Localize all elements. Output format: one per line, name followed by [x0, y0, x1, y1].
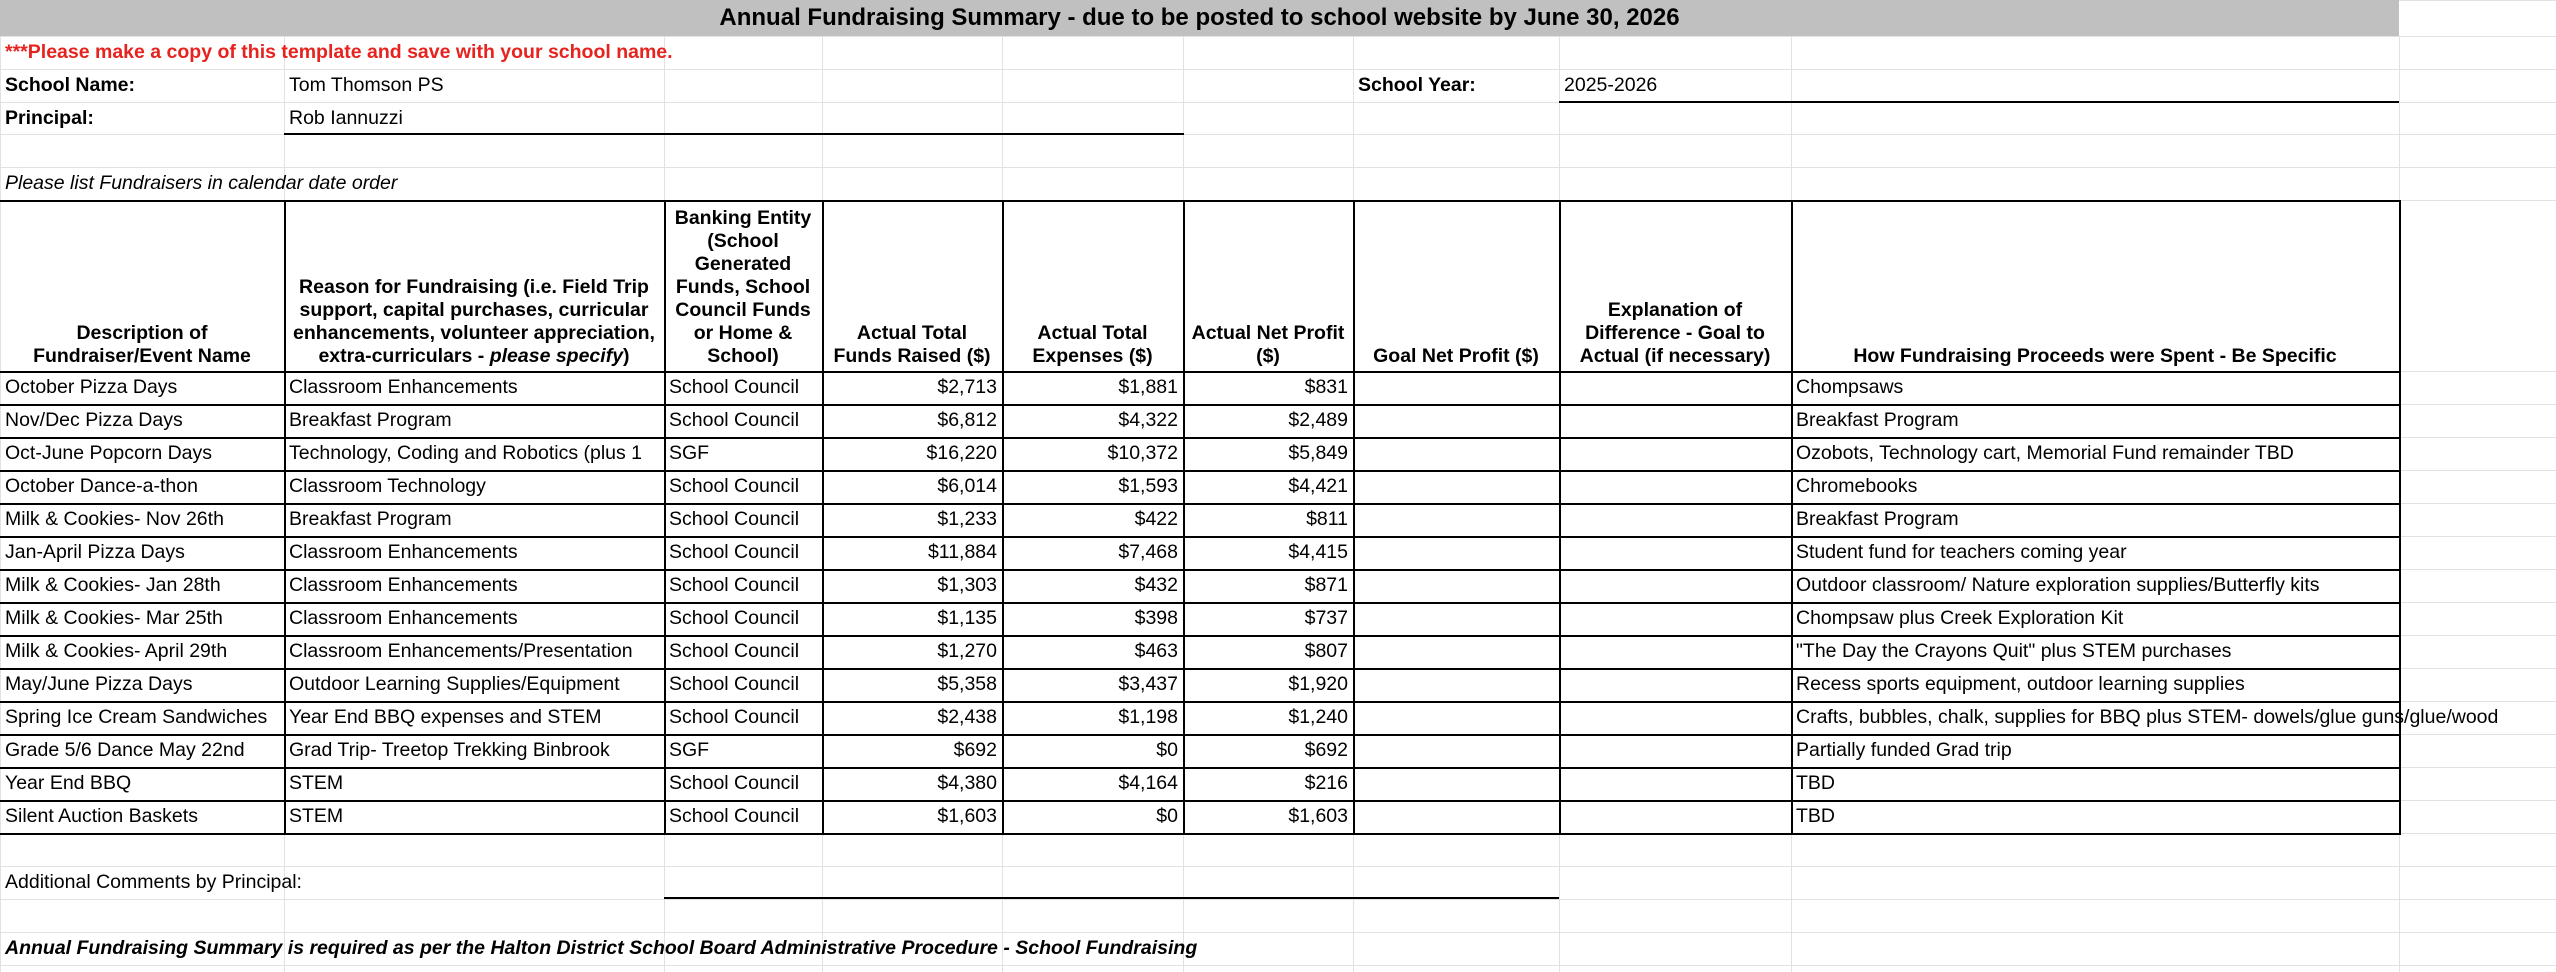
school-year-label: School Year:: [1358, 74, 1476, 96]
cell-net[interactable]: $5,849: [1288, 442, 1348, 464]
cell-raised[interactable]: $1,603: [937, 805, 997, 827]
cell-expenses[interactable]: $1,881: [1118, 376, 1178, 398]
header-description-text: Description of Fundraiser/Event Name: [33, 322, 251, 367]
cell-net[interactable]: $871: [1304, 574, 1348, 596]
cell-spent[interactable]: Breakfast Program: [1796, 409, 1959, 431]
cell-spent[interactable]: "The Day the Crayons Quit" plus STEM purchases: [1796, 640, 2232, 662]
grid-row-line: [0, 965, 2556, 966]
cell-raised[interactable]: $2,713: [937, 376, 997, 398]
cell-reason[interactable]: Classroom Enhancements: [289, 541, 518, 563]
cell-raised[interactable]: $1,233: [937, 508, 997, 530]
header-spent-text: How Fundraising Proceeds were Spent - Be Specific: [1853, 345, 2337, 367]
field-underline: [664, 897, 1559, 899]
cell-description[interactable]: Oct-June Popcorn Days: [5, 442, 213, 464]
cell-spent[interactable]: Crafts, bubbles, chalk, supplies for BBQ plus STEM- dowels/glue guns/glue/wood: [1796, 706, 2499, 728]
cell-net[interactable]: $4,415: [1288, 541, 1348, 563]
cell-description[interactable]: Grade 5/6 Dance May 22nd: [5, 739, 245, 761]
cell-expenses[interactable]: $7,468: [1118, 541, 1178, 563]
cell-reason[interactable]: STEM: [289, 805, 344, 827]
cell-raised[interactable]: $1,270: [937, 640, 997, 662]
cell-expenses[interactable]: $1,198: [1118, 706, 1178, 728]
cell-description[interactable]: Silent Auction Baskets: [5, 805, 198, 827]
cell-raised[interactable]: $6,014: [937, 475, 997, 497]
cell-banking[interactable]: SGF: [669, 442, 710, 464]
cell-spent[interactable]: Outdoor classroom/ Nature exploration supplies/Butterfly kits: [1796, 574, 2320, 596]
cell-banking[interactable]: School Council: [669, 640, 800, 662]
cell-spent[interactable]: Chompsaw plus Creek Exploration Kit: [1796, 607, 2124, 629]
header-net-text: Actual Net Profit ($): [1191, 322, 1345, 367]
cell-raised[interactable]: $2,438: [937, 706, 997, 728]
header-explanation-text: Explanation of Difference - Goal to Actual (if necessary): [1579, 299, 1771, 367]
cell-spent[interactable]: Recess sports equipment, outdoor learning supplies: [1796, 673, 2245, 695]
cell-description[interactable]: Milk & Cookies- Mar 25th: [5, 607, 223, 629]
cell-banking[interactable]: School Council: [669, 706, 800, 728]
cell-banking[interactable]: School Council: [669, 475, 800, 497]
grid-row-line: [0, 899, 2556, 900]
header-spent: [1791, 200, 2399, 371]
cell-net[interactable]: $2,489: [1288, 409, 1348, 431]
header-reason-main: Reason for Fundraising (i.e. Field Trip support, capital purchases, curricular enhancements, volunteer appreciation, extra-curriculars -: [293, 276, 655, 367]
cell-net[interactable]: $1,603: [1288, 805, 1348, 827]
cell-expenses[interactable]: $1,593: [1118, 475, 1178, 497]
table-border: [0, 833, 2399, 835]
header-goal: [1353, 200, 1559, 371]
cell-reason[interactable]: Grad Trip- Treetop Trekking Binbrook: [289, 739, 610, 761]
header-expenses-text: Actual Total Expenses ($): [1032, 322, 1153, 367]
cell-spent[interactable]: Chromebooks: [1796, 475, 1918, 497]
header-net: [1183, 200, 1353, 371]
cell-description[interactable]: Milk & Cookies- April 29th: [5, 640, 228, 662]
cell-spent[interactable]: TBD: [1796, 805, 1835, 827]
cell-raised[interactable]: $4,380: [937, 772, 997, 794]
cell-banking[interactable]: SGF: [669, 739, 710, 761]
cell-raised[interactable]: $5,358: [937, 673, 997, 695]
cell-raised[interactable]: $1,303: [937, 574, 997, 596]
cell-reason[interactable]: Classroom Enhancements: [289, 376, 518, 398]
header-reason-emphasis: please specify: [489, 345, 624, 367]
header-reason-close: ): [623, 345, 630, 367]
cell-reason[interactable]: Breakfast Program: [289, 409, 452, 431]
cell-description[interactable]: Year End BBQ: [5, 772, 132, 794]
cell-net[interactable]: $807: [1304, 640, 1348, 662]
cell-spent[interactable]: TBD: [1796, 772, 1835, 794]
cell-raised[interactable]: $1,135: [937, 607, 997, 629]
cell-description[interactable]: Milk & Cookies- Nov 26th: [5, 508, 224, 530]
header-expenses: [1002, 200, 1183, 371]
cell-reason[interactable]: Technology, Coding and Robotics (plus 1: [289, 442, 643, 464]
cell-description[interactable]: Nov/Dec Pizza Days: [5, 409, 183, 431]
cell-expenses[interactable]: $422: [1134, 508, 1178, 530]
cell-spent[interactable]: Chompsaws: [1796, 376, 1904, 398]
cell-description[interactable]: October Pizza Days: [5, 376, 178, 398]
comments-label: Additional Comments by Principal:: [5, 871, 302, 893]
cell-net[interactable]: $811: [1306, 508, 1348, 530]
sheet-title: Annual Fundraising Summary - due to be posted to school website by June 30, 2026: [0, 0, 2399, 36]
cell-banking[interactable]: School Council: [669, 409, 800, 431]
header-reason: [284, 200, 664, 371]
header-goal-text: Goal Net Profit ($): [1373, 345, 1539, 367]
header-explanation: [1559, 200, 1791, 371]
cell-banking[interactable]: School Council: [669, 673, 800, 695]
cell-net[interactable]: $1,240: [1288, 706, 1348, 728]
cell-description[interactable]: October Dance-a-thon: [5, 475, 198, 497]
cell-expenses[interactable]: $463: [1134, 640, 1178, 662]
copy-notice: ***Please make a copy of this template and save with your school name.: [5, 41, 673, 63]
cell-description[interactable]: Spring Ice Cream Sandwiches: [5, 706, 268, 728]
cell-banking[interactable]: School Council: [669, 772, 800, 794]
cell-banking[interactable]: School Council: [669, 376, 800, 398]
cell-reason[interactable]: Classroom Enhancements/Presentation: [289, 640, 633, 662]
cell-expenses[interactable]: $4,164: [1118, 772, 1178, 794]
cell-description[interactable]: May/June Pizza Days: [5, 673, 193, 695]
cell-reason[interactable]: Outdoor Learning Supplies/Equipment: [289, 673, 620, 695]
cell-banking[interactable]: School Council: [669, 508, 800, 530]
cell-spent[interactable]: Student fund for teachers coming year: [1796, 541, 2127, 563]
cell-raised[interactable]: $11,884: [927, 541, 997, 563]
cell-expenses[interactable]: $432: [1134, 574, 1178, 596]
cell-expenses[interactable]: $0: [1156, 805, 1178, 827]
cell-spent[interactable]: Partially funded Grad trip: [1796, 739, 2012, 761]
principal-value[interactable]: Rob Iannuzzi: [289, 107, 403, 129]
cell-reason[interactable]: STEM: [289, 772, 344, 794]
cell-expenses[interactable]: $10,372: [1107, 442, 1178, 464]
cell-reason[interactable]: Breakfast Program: [289, 508, 452, 530]
cell-expenses[interactable]: $0: [1156, 739, 1178, 761]
header-raised: [822, 200, 1002, 371]
cell-raised[interactable]: $6,812: [937, 409, 997, 431]
header-banking: [664, 200, 822, 371]
cell-net[interactable]: $1,920: [1288, 673, 1348, 695]
list-instruction: Please list Fundraisers in calendar date order: [5, 172, 398, 194]
cell-net[interactable]: $831: [1304, 376, 1348, 398]
principal-label: Principal:: [5, 107, 94, 129]
cell-expenses[interactable]: $398: [1134, 607, 1178, 629]
header-reason-text: [288, 276, 660, 368]
cell-net[interactable]: $216: [1304, 772, 1348, 794]
school-name-label: School Name:: [5, 74, 136, 96]
cell-banking[interactable]: School Council: [669, 541, 800, 563]
cell-reason[interactable]: Classroom Technology: [289, 475, 486, 497]
cell-spent[interactable]: Ozobots, Technology cart, Memorial Fund remainder TBD: [1796, 442, 2294, 464]
cell-reason[interactable]: Classroom Enhancements: [289, 607, 518, 629]
footer-note: Annual Fundraising Summary is required as per the Halton District School Board Administrative Procedure - School Fundraising: [5, 937, 1198, 959]
cell-net[interactable]: $4,421: [1288, 475, 1348, 497]
cell-description[interactable]: Milk & Cookies- Jan 28th: [5, 574, 221, 596]
cell-net[interactable]: $737: [1304, 607, 1348, 629]
cell-expenses[interactable]: $3,437: [1118, 673, 1178, 695]
cell-reason[interactable]: Classroom Enhancements: [289, 574, 518, 596]
cell-banking[interactable]: School Council: [669, 574, 800, 596]
cell-banking[interactable]: School Council: [669, 805, 800, 827]
cell-raised[interactable]: $692: [953, 739, 997, 761]
header-description: [0, 200, 284, 371]
cell-reason[interactable]: Year End BBQ expenses and STEM: [289, 706, 602, 728]
header-banking-text: Banking Entity (School Generated Funds, School Council Funds or Home & School): [674, 207, 812, 367]
header-raised-text: Actual Total Funds Raised ($): [833, 322, 991, 367]
cell-description[interactable]: Jan-April Pizza Days: [5, 541, 185, 563]
school-name-value[interactable]: Tom Thomson PS: [289, 74, 444, 96]
cell-expenses[interactable]: $4,322: [1118, 409, 1178, 431]
cell-spent[interactable]: Breakfast Program: [1796, 508, 1959, 530]
cell-raised[interactable]: $16,220: [926, 442, 997, 464]
cell-net[interactable]: $692: [1304, 739, 1348, 761]
school-year-value[interactable]: 2025-2026: [1564, 74, 1658, 96]
cell-banking[interactable]: School Council: [669, 607, 800, 629]
